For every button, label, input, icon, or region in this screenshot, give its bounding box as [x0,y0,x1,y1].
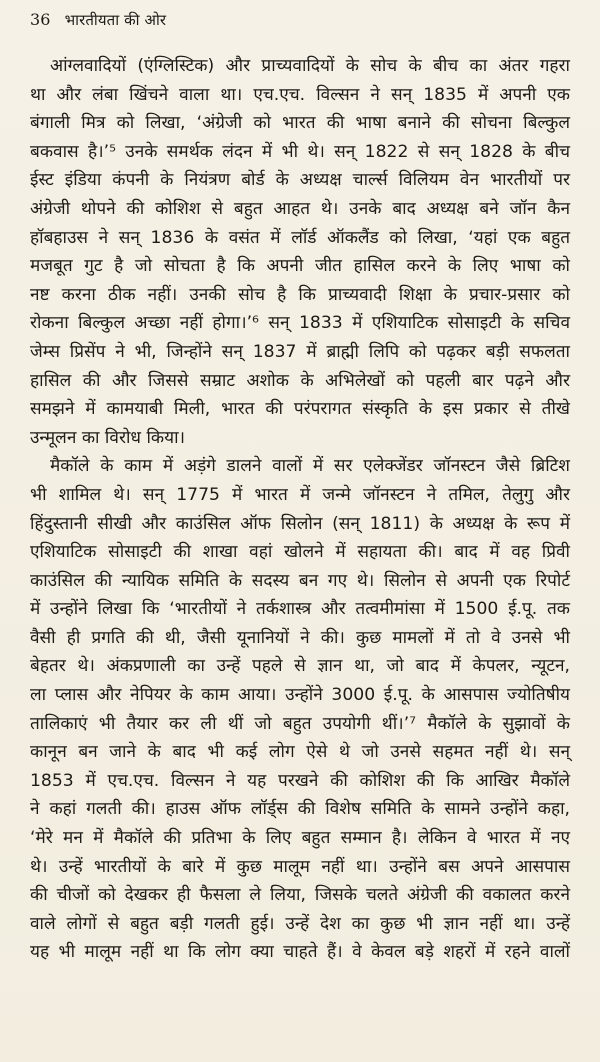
text-line: वैसी ही प्रगति की थी, जैसी यूनानियों ने की। कुछ मामलों में तो वे उनसे भी [30,627,570,648]
body-text [30,52,570,967]
text-line: अंग्रेजी थोपने की कोशिश से बहुत आहत थे। उनके बाद अध्यक्ष बने जॉन कैन [30,198,570,219]
text-line: भी शामिल थे। सन् 1775 में भारत में जन्मे जॉनस्टन ने तमिल, तेलुगु और [30,484,570,505]
text-line: 1853 में एच.एच. विल्सन ने यह परखने की कोशिश की कि आखिर मैकॉले [30,770,570,791]
text-line: ने कहां गलती की। हाउस ऑफ लॉर्ड्स की विशेष समिति के सामने उन्होंने कहा, [30,799,570,820]
text-line: एशियाटिक सोसाइटी की शाखा वहां खोलने में सहायता की। बाद में वह प्रिवी [30,542,570,563]
text-line: जेम्स प्रिसेंप ने भी, जिन्होंने सन् 1837 में ब्राह्मी लिपि को पढ़कर बड़ी सफलता [30,341,570,362]
text-line: वाले लोगों से बहुत बड़ी गलती हुई। उन्हें देश का कुछ भी ज्ञान नहीं था। उन्हें [30,913,570,934]
text-line: बकवास है।’⁵ उनके समर्थक लंदन में भी थे। सन् 1822 से सन् 1828 के बीच [30,141,570,162]
text-line: समझने में कामयाबी मिली, भारत की परंपरागत संस्कृति के इस प्रकार से तीखे [30,399,570,420]
paragraph-2 [30,452,570,967]
text-line: आंग्लवादियों (एंग्लिस्टिक) और प्राच्यवादियों के सोच के बीच का अंतर गहरा [50,56,570,76]
text-line: की चीजों को देखकर ही फैसला ले लिया, जिसके चलते अंग्रेजी की वकालत करने [30,885,570,906]
text-line: हासिल की और जिससे सम्राट अशोक के अभिलेखों को पहली बार पढ़ने और [30,370,570,391]
text-line: नष्ट करना ठीक नहीं। उनकी सोच है कि प्राच्यवादी शिक्षा के प्रचार-प्रसार को [30,284,570,305]
text-line: कानून बन जाने के बाद भी कई लोग ऐसे थे जो उनसे सहमत नहीं थे। सन् [30,742,570,763]
text-line: हॉबहाउस ने सन् 1836 के वसंत में लॉर्ड ऑकलैंड को लिखा, ‘यहां एक बहुत [30,227,570,248]
text-line: में उन्होंने लिखा कि ‘भारतीयों ने तर्कशास्त्र और तत्वमीमांसा में 1500 ई.पू. तक [30,599,570,620]
text-line: काउंसिल की न्यायिक समिति के सदस्य बन गए थे। सिलोन से अपनी एक रिपोर्ट [30,570,570,591]
running-title: भारतीयता की ओर [64,11,167,29]
text-line: तालिकाएं भी तैयार कर ली थीं जो बहुत उपयोगी थीं।’⁷ मैकॉले के सुझावों के [30,713,570,734]
text-line: बेहतर थे। अंकप्रणाली का उन्हें पहले से ज्ञान था, जो बाद में केपलर, न्यूटन, [30,656,570,677]
page-number: 36 [30,10,51,29]
text-line: उन्मूलन का विरोध किया। [30,427,186,448]
running-header [30,10,570,40]
text-line: हिंदुस्तानी सीखी और काउंसिल ऑफ सिलोन (सन् 1811) के अध्यक्ष के रूप में [30,513,570,534]
paragraph-1 [30,52,570,452]
text-line: बंगाली मित्र को लिखा, ‘अंग्रेजी को भारत की भाषा बनाने की सोचना बिल्कुल [30,113,570,134]
text-line: था और लंबा खिंचने वाला था। एच.एच. विल्सन ने सन् 1835 में अपनी एक [30,84,570,105]
text-line: यह भी मालूम नहीं था कि लोग क्या चाहते हैं। वे केवल बड़े शहरों में रहने वालों [30,942,570,963]
text-line: थे। उन्हें भारतीयों के बारे में कुछ मालूम नहीं था। उन्होंने बस अपने आसपास [30,856,570,877]
text-line: ईस्ट इंडिया कंपनी के नियंत्रण बोर्ड के अध्यक्ष चार्ल्स विलियम वेन भारतीयों पर [30,170,570,191]
text-line: मजबूत गुट है जो सोचता है कि अपनी जीत हासिल करने के लिए भाषा को [30,256,570,277]
text-line: ‘मेरे मन में मैकॉले की प्रतिभा के लिए बहुत सम्मान है। लेकिन वे भारत में नए [30,828,570,849]
text-line: मैकॉले के काम में अड़ंगे डालने वालों में सर एलेक्जेंडर जॉनस्टन जैसे ब्रिटिश [50,456,570,477]
text-line: ला प्लास और नेपियर के काम आया। उन्होंने 3000 ई.पू. के आसपास ज्योतिषीय [30,685,570,706]
text-line: रोकना बिल्कुल अच्छा नहीं होगा।’⁶ सन् 1833 में एशियाटिक सोसाइटी के सचिव [30,313,570,334]
